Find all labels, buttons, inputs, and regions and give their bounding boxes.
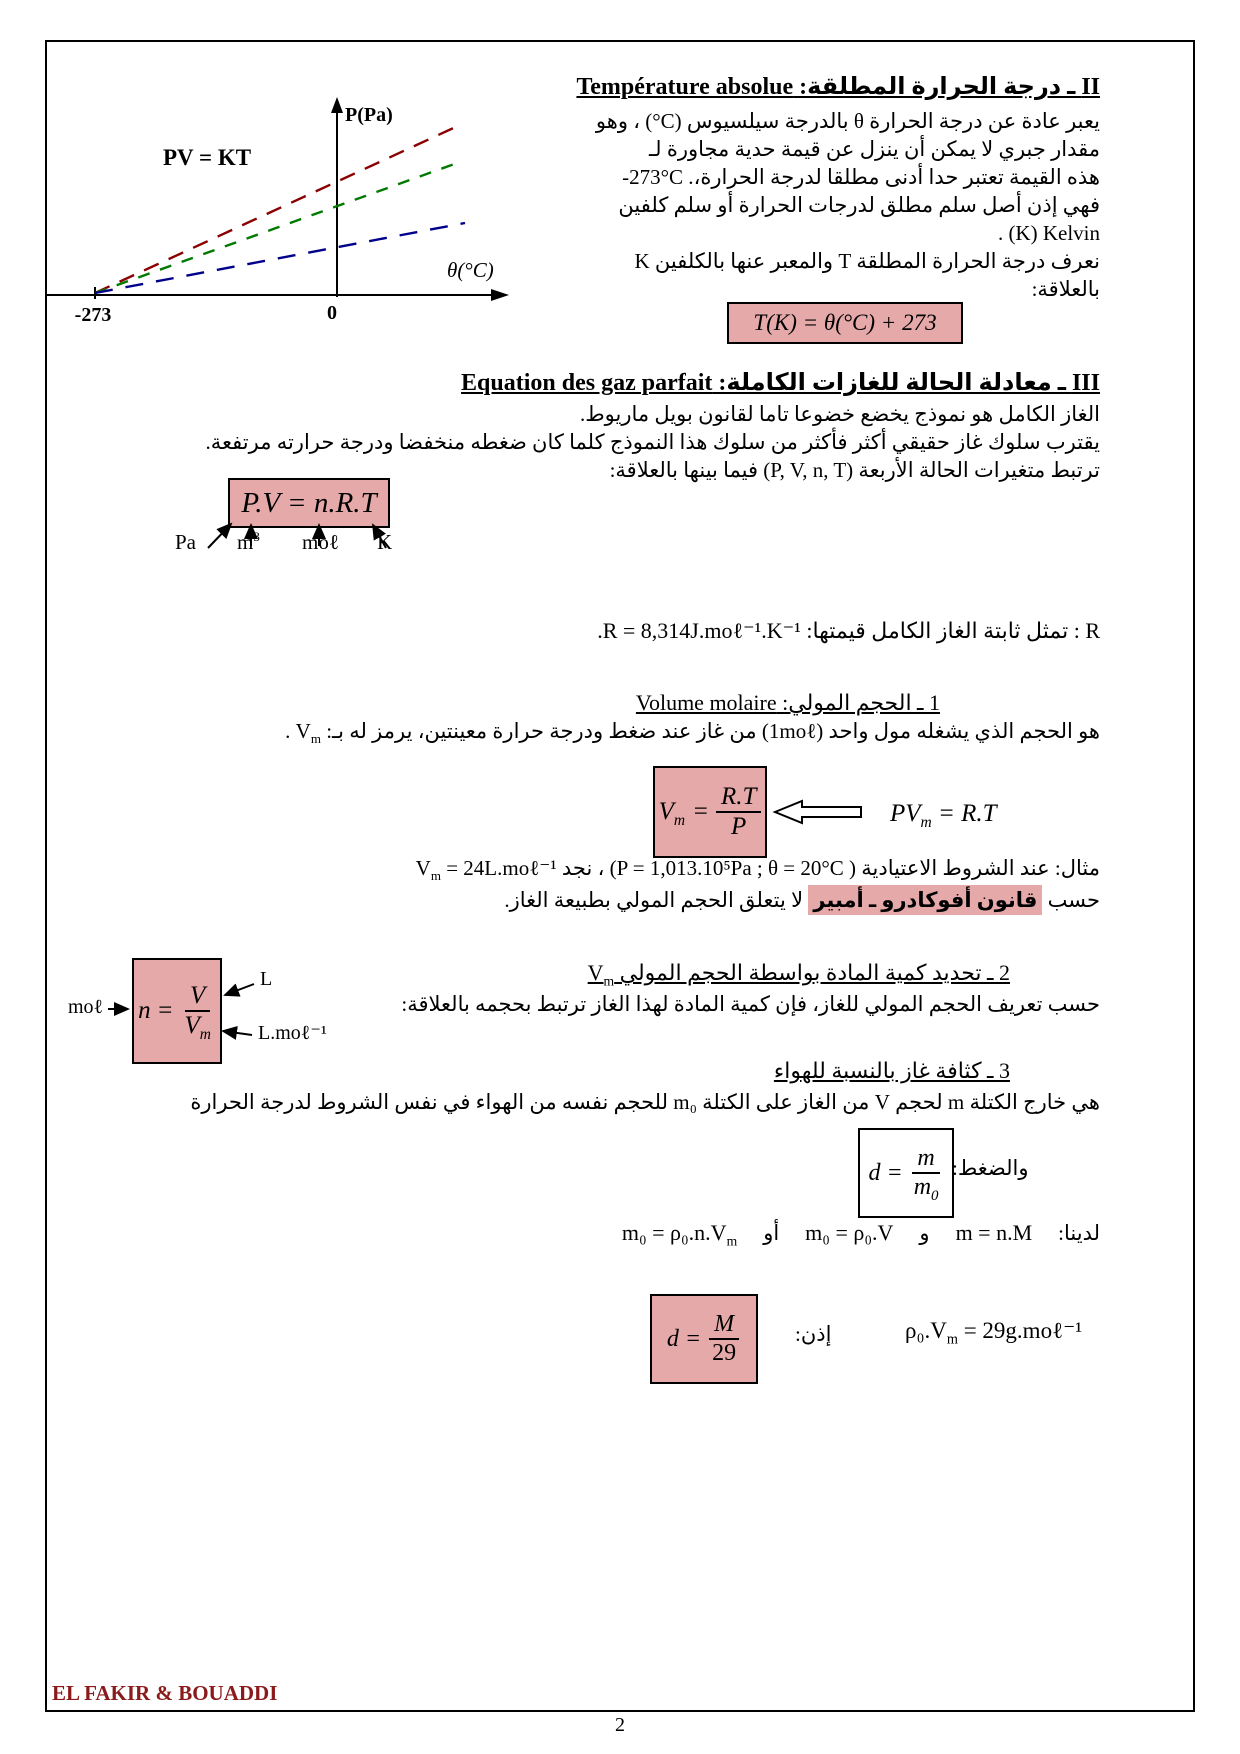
unit-volume-exponent: 3 <box>253 529 260 544</box>
vm-sub: m <box>199 1026 211 1043</box>
subsection1-title: 1 ـ الحجم المولي: Volume molaire <box>635 690 940 715</box>
footer-authors: EL FAKIR & BOUADDI <box>52 1681 278 1705</box>
mole-formula-box <box>132 958 222 1064</box>
vm-sub: m <box>946 1331 958 1348</box>
relation-m0-rho-v: m₀ = ρ₀.V <box>805 1220 894 1245</box>
x-axis-arrow-icon <box>491 289 509 301</box>
line-arabic: هذه القيمة تعتبر حدا أدنى مطلقا لدرجة الحرارة، <box>693 165 1100 189</box>
fraction-denominator <box>179 1012 215 1043</box>
vm-sub: m <box>603 973 615 989</box>
unit-volume-base: m <box>237 530 254 554</box>
y-axis-arrow-icon <box>331 97 343 113</box>
intro-arabic: من غاز عند ضغط ودرجة حرارة معينتين، يرمز له بـ: <box>320 719 762 743</box>
vm-symbol-letter: V <box>295 719 311 743</box>
isochore-line-middle <box>95 162 460 293</box>
rt-over-p-fraction <box>716 783 761 841</box>
vm-letter: V <box>658 798 674 825</box>
page-number: 2 <box>615 1714 625 1736</box>
paragraph-line-kelvin: . (K) Kelvin <box>997 221 1100 245</box>
paragraph-line: الغاز الكامل هو نموذج يخضع خضوعا تاما لقانون بويل ماريوط. <box>580 402 1100 426</box>
molar-volume-box <box>653 766 767 858</box>
implies-arrow-icon <box>772 798 864 826</box>
subsection2-title-text: 2 ـ تحديد كمية المادة بواسطة الحجم المولي <box>614 960 1010 985</box>
fraction-numerator: V <box>185 982 210 1012</box>
pvm-rhs: = R.T <box>931 800 997 827</box>
gas-constant-value: .R = 8,314J.moℓ⁻¹.K⁻¹ <box>597 618 801 643</box>
vm-symbol <box>587 960 615 989</box>
fraction-numerator: M <box>709 1311 739 1340</box>
m-letter: m <box>913 1174 932 1200</box>
vm-value: = 24L.moℓ⁻¹ <box>440 856 557 880</box>
law-arabic: حسب <box>1042 888 1100 912</box>
fraction-denominator <box>909 1174 944 1204</box>
equals-sign: = <box>684 1325 702 1352</box>
subsection3-title: 3 ـ كثافة غاز بالنسبة للهواء <box>773 1058 1010 1083</box>
pvm-lhs: PV <box>890 800 921 827</box>
paragraph-line: بالعلاقة: <box>1031 277 1100 301</box>
m-over-m0-fraction <box>909 1145 944 1204</box>
graph-equation: PV = KT <box>163 145 252 170</box>
section2-title: II ـ درجة الحرارة المطلقة: Température absolue <box>576 74 1100 100</box>
equals-sign: = <box>692 798 709 825</box>
paragraph-line: مقدار جبري لا يمكن أن ينزل عن قيمة حدية مجاورة لـ <box>649 137 1100 161</box>
law-arabic: لا يتعلق الحجم المولي بطبيعة الغاز. <box>504 888 809 912</box>
d-symbol: d <box>666 1325 679 1352</box>
avogadro-law-line <box>504 888 1100 913</box>
molar-volume-intro <box>285 719 1100 747</box>
equals-sign: = <box>886 1159 903 1186</box>
conjunction-and: و <box>919 1220 930 1245</box>
avogadro-ampere-highlight: قانون أفوكادرو ـ أمبير <box>808 885 1042 915</box>
x-tick-origin: 0 <box>327 302 337 324</box>
n-symbol: n <box>138 997 151 1024</box>
line-arabic: فيما بينها بالعلاقة: <box>609 458 764 482</box>
vm-sub: m <box>430 868 441 884</box>
arrow-liters <box>225 984 254 995</box>
example-conditions: (P = 1,013.10⁵Pa ; θ = 20°C ) <box>609 856 857 880</box>
therefore-label: إذن: <box>795 1322 832 1346</box>
molar-volume-example <box>415 856 1100 884</box>
line-value: ‎-273°C . <box>622 165 694 189</box>
given-relations-row <box>621 1220 1100 1249</box>
temperature-relation-formula: T(K) = θ(°C) + 273 <box>753 310 937 335</box>
fraction-denominator: 29 <box>712 1340 737 1366</box>
x-axis-label: θ(°C) <box>447 258 494 282</box>
unit-temperature: K <box>377 530 393 554</box>
vm-sub: m <box>673 812 686 829</box>
mole-formula-block <box>68 958 348 1068</box>
arrow-pa <box>208 524 231 548</box>
density-definition-line: هي خارج الكتلة m لحجم V من الغاز على الكتلة m₀ للحجم نفسه من الهواء في نفس الشروط لدرجة الحرارة <box>190 1090 1100 1114</box>
vm-letter: V <box>587 960 604 985</box>
paragraph-line: نعرف درجة الحرارة المطلقة T والمعبر عنها بالكلفين K <box>634 249 1100 273</box>
isochore-line-bottom <box>95 223 465 293</box>
paragraph-line: يعبر عادة عن درجة الحرارة θ بالدرجة سيلسيوس ‎(°C)‎ ، وهو <box>595 109 1100 133</box>
line-arabic: ترتبط متغيرات الحالة الأربعة <box>853 458 1100 482</box>
temperature-relation-box <box>727 302 963 344</box>
section3-title: III ـ معادلة الحالة للغازات الكاملة: Equation des gaz parfait <box>461 370 1100 396</box>
equals-sign: = <box>156 997 174 1024</box>
v-over-vm-fraction <box>179 982 215 1043</box>
vm-lhs <box>658 798 686 829</box>
pvm-equation <box>890 800 997 831</box>
rho-vm-lhs: ρ₀.V <box>905 1318 947 1343</box>
example-result <box>415 856 557 884</box>
state-variables: (P, V, n, T) <box>763 458 854 482</box>
vm-letter: V <box>184 1012 200 1039</box>
example-arabic: مثال: عند الشروط الاعتيادية <box>856 856 1100 880</box>
density-formula-box <box>858 1128 954 1218</box>
rho-vm-rhs: = 29g.moℓ⁻¹ <box>957 1318 1083 1343</box>
example-arabic: ، نجد <box>556 856 610 880</box>
density-result-box <box>650 1294 758 1384</box>
m-sub: 0 <box>931 1187 939 1204</box>
section2-paragraph <box>596 107 1100 303</box>
y-axis-label: P(Pa) <box>345 104 393 126</box>
paragraph-line: فهي إذن أصل سلم مطلق لدرجات الحرارة أو سلم كلفين <box>618 193 1100 217</box>
unit-amount: moℓ <box>302 530 339 554</box>
relation-text: m₀ = ρ₀.n.V <box>621 1220 727 1245</box>
vm-symbol <box>295 719 321 747</box>
one-mol: (1moℓ) <box>761 719 824 743</box>
paragraph-line <box>596 163 1100 191</box>
amount-intro: حسب تعريف الحجم المولي للغاز، فإن كمية المادة لهذا الغاز ترتبط بحجمه بالعلاقة: <box>401 992 1100 1016</box>
fraction-numerator: R.T <box>716 783 761 813</box>
subsection2-title <box>587 960 1010 989</box>
vm-letter: V <box>415 856 431 880</box>
fraction-denominator: P <box>731 813 747 840</box>
label-liters: L <box>260 968 273 990</box>
intro-period: . <box>285 719 296 743</box>
ideal-gas-law-formula: P.V = n.R.T <box>241 486 377 519</box>
label-mol: moℓ <box>68 996 104 1018</box>
vm-sub: m <box>726 1233 738 1249</box>
x-tick-min-temp: -273 <box>74 304 112 326</box>
relation-m-nm: m = n.M <box>955 1220 1033 1245</box>
unit-volume <box>237 530 260 555</box>
fraction-numerator: m <box>912 1145 939 1174</box>
intro-arabic: هو الحجم الذي يشغله مول واحد <box>823 719 1100 743</box>
arrow-liters-per-mol <box>223 1031 252 1035</box>
unit-pressure: Pa <box>175 530 196 554</box>
pvm-sub: m <box>920 814 932 831</box>
isochore-line-top <box>95 125 460 293</box>
relation-m0-rho-n-vm <box>621 1220 738 1249</box>
gas-constant-line <box>597 618 1100 644</box>
label-liters-per-mol: L.moℓ⁻¹ <box>258 1022 327 1044</box>
pressure-label: والضغط: <box>952 1156 1029 1180</box>
rho-vm-result <box>905 1318 1083 1348</box>
m-over-29-fraction <box>707 1311 741 1367</box>
vm-symbol-sub: m <box>310 731 321 747</box>
gas-constant-label: R : تمثل ثابتة الغاز الكامل قيمتها: <box>800 618 1100 643</box>
paragraph-line: يقترب سلوك غاز حقيقي أكثر فأكثر من سلوك هذا النموذج كلما كان ضغطه منخفضا ودرجة حرارته مرتفعة. <box>205 430 1100 454</box>
pv-kt-graph <box>45 95 525 330</box>
conjunction-or: أو <box>763 1220 780 1245</box>
d-symbol: d <box>868 1159 881 1186</box>
given-label: لدينا: <box>1058 1220 1100 1245</box>
